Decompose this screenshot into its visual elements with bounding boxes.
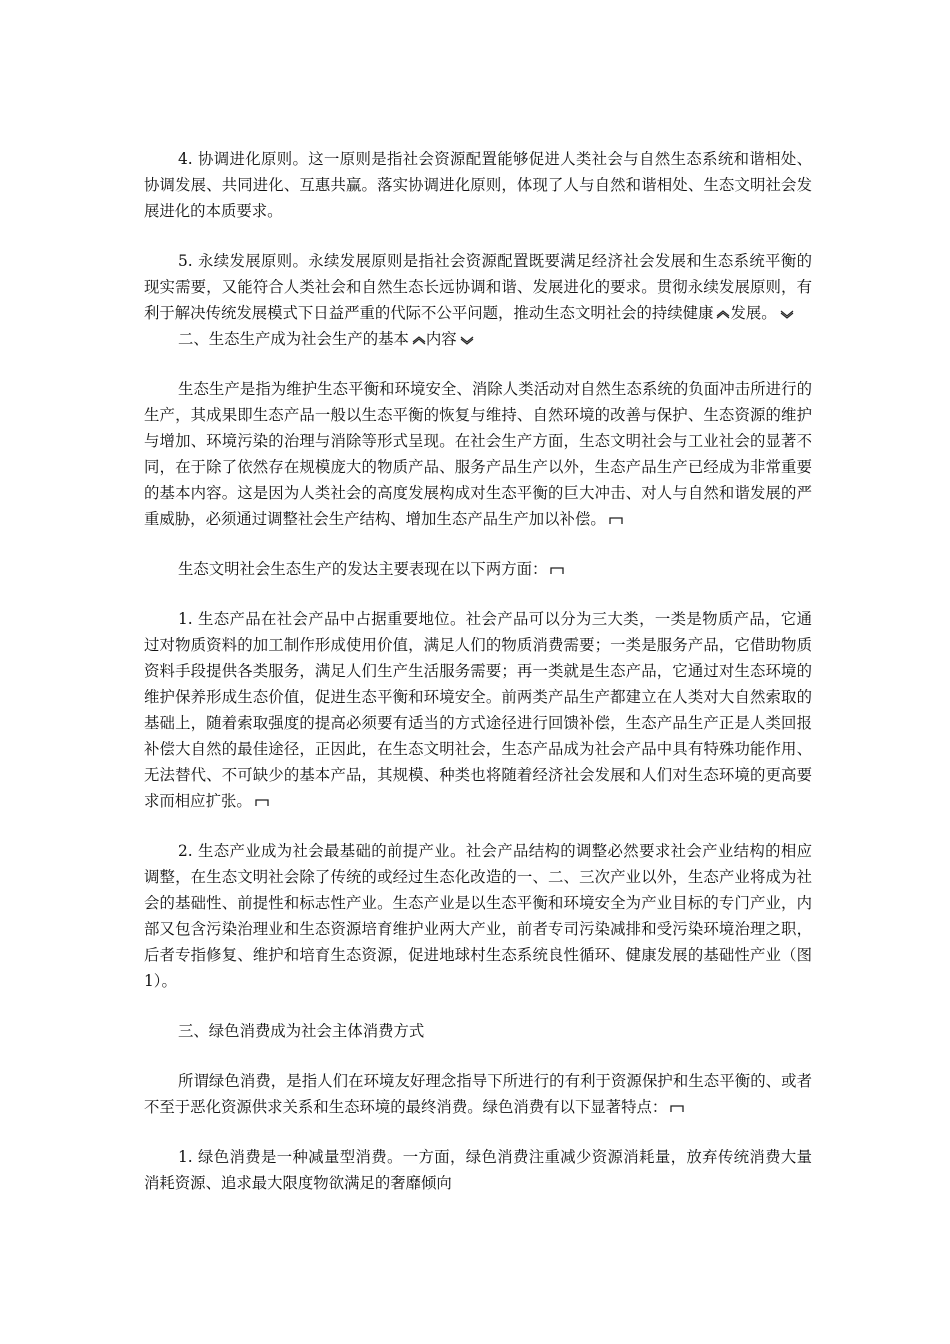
- paragraph-reduction-consumption: [144, 1144, 812, 1196]
- heading-text: 内容: [425, 330, 457, 348]
- section-heading-green-consumption: [144, 1018, 812, 1044]
- anchor-close-mark-icon: [780, 310, 794, 319]
- paragraph-text: 2. 生态产业成为社会最基础的前提产业。社会产品结构的调整必然要求社会产业结构的相应调整，在生态文明社会除了传统的或经过生态化改造的一、二、三次产业以外，生态产业将成为社会的基础性、前提性和标志性产业。生态产业是以生态平衡和环境安全为产业目标的专门产业，内部又包含污染治理业和生态资源培育维护业两大产业，前者专司污染减排和受污染环境治理之职，后者专指修复、维护和培育生态资源，促进地球村生态系统良性循环、健康发展的基础性产业（图1）。: [144, 842, 812, 990]
- paragraph-text: 5. 永续发展原则。永续发展原则是指社会资源配置既要满足经济社会发展和生态系统平衡的现实需要，又能符合人类社会和自然生态长远协调和谐、发展进化的要求。贯彻永续发展原则，有利于解决传统发展模式下日益严重的代际不公平问题，推动生态文明社会的持续健康: [144, 252, 812, 322]
- paragraph-coordinated-evolution: [144, 146, 812, 224]
- document-page: [144, 146, 812, 1196]
- anchor-open-mark-icon: [412, 336, 426, 345]
- paragraph-end-mark-icon: [670, 1104, 684, 1113]
- anchor-open-mark-icon: [716, 310, 730, 319]
- paragraph-two-aspects: [144, 556, 812, 582]
- paragraph-ecological-industry: [144, 838, 812, 994]
- paragraph-text: 发展。: [730, 304, 777, 322]
- paragraph-end-mark-icon: [609, 516, 623, 525]
- paragraph-text: 生态生产是指为维护生态平衡和环境安全、消除人类活动对自然生态系统的负面冲击所进行的生产，其成果即生态产品一般以生态平衡的恢复与维持、自然环境的改善与保护、生态资源的维护与增加、环境污染的治理与消除等形式呈现。在社会生产方面，生态文明社会与工业社会的显著不同，在于除了依然存在规模庞大的物质产品、服务产品生产以外，生态产品生产已经成为非常重要的基本内容。这是因为人类社会的高度发展构成对生态平衡的巨大冲击、对人与自然和谐发展的严重威胁，必须通过调整社会生产结构、增加生态产品生产加以补偿。: [144, 380, 812, 528]
- paragraph-text: 所谓绿色消费，是指人们在环境友好理念指导下所进行的有利于资源保护和生态平衡的、或者不至于恶化资源供求关系和生态环境的最终消费。绿色消费有以下显著特点：: [144, 1072, 812, 1116]
- paragraph-end-mark-icon: [255, 798, 269, 807]
- paragraph-text: 生态文明社会生态生产的发达主要表现在以下两方面：: [178, 560, 548, 578]
- paragraph-text: 1. 生态产品在社会产品中占据重要地位。社会产品可以分为三大类，一类是物质产品，它通过对物质资料的加工制作形成使用价值，满足人们的物质消费需要；一类是服务产品，它借助物质资料手段提供各类服务，满足人们生产生活服务需要；再一类就是生态产品，它通过对生态环境的维护保养形成生态价值，促进生态平衡和环境安全。前两类产品生产都建立在人类对大自然索取的基础上，随着索取强度的提高必须要有适当的方式途径进行回馈补偿，生态产品生产正是人类回报补偿大自然的最佳途径，正因此，在生态文明社会，生态产品成为社会产品中具有特殊功能作用、无法替代、不可缺少的基本产品，其规模、种类也将随着经济社会发展和人们对生态环境的更高要求而相应扩张。: [144, 610, 812, 810]
- paragraph-ecological-products: [144, 606, 812, 814]
- paragraph-text: 1. 绿色消费是一种减量型消费。一方面，绿色消费注重减少资源消耗量，放弃传统消费大量消耗资源、追求最大限度物欲满足的奢靡倾向: [144, 1148, 812, 1192]
- paragraph-end-mark-icon: [550, 566, 564, 575]
- paragraph-text: 4. 协调进化原则。这一原则是指社会资源配置能够促进人类社会与自然生态系统和谐相处、协调发展、共同进化、互惠共赢。落实协调进化原则，体现了人与自然和谐相处、生态文明社会发展进化的本质要求。: [144, 150, 812, 220]
- paragraph-green-consumption-definition: [144, 1068, 812, 1120]
- paragraph-ecological-production: [144, 376, 812, 532]
- anchor-close-mark-icon: [460, 336, 474, 345]
- heading-text: 三、绿色消费成为社会主体消费方式: [178, 1022, 425, 1040]
- section-heading-ecological-production: [144, 326, 812, 352]
- heading-text: 二、生态生产成为社会生产的基本: [178, 330, 409, 348]
- paragraph-sustainable-development: [144, 248, 812, 326]
